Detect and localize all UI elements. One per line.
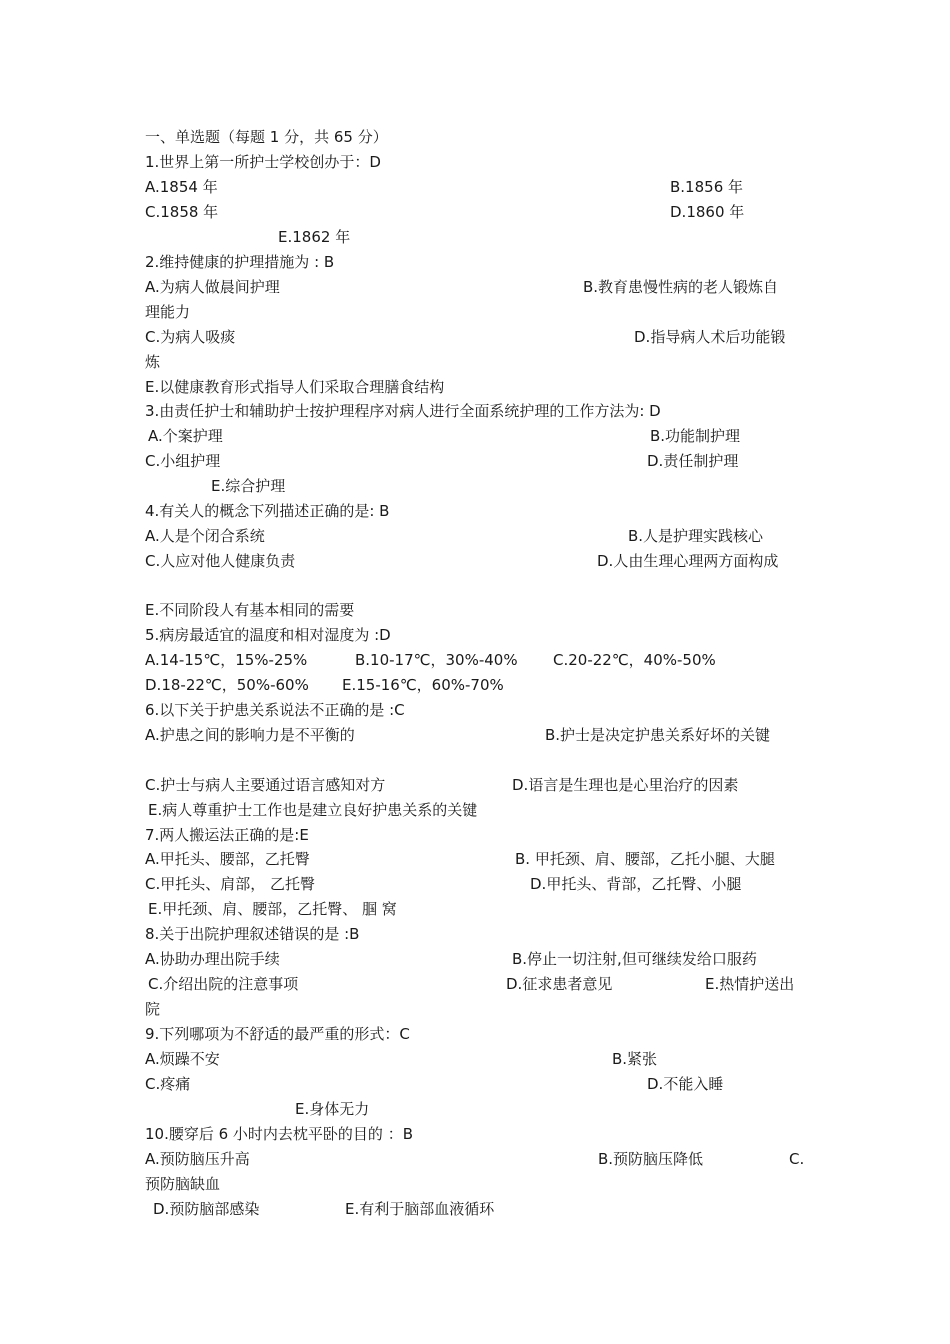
question-10-stem: 10.腰穿后 6 小时内去枕平卧的目的 ：B <box>145 1125 413 1143</box>
question-2-option-b-cont: 理能力 <box>145 303 191 321</box>
section-heading: 一、单选题（每题 1 分，共 65 分） <box>145 128 388 146</box>
question-3-stem: 3.由责任护士和辅助护士按护理程序对病人进行全面系统护理的工作方法为: D <box>145 402 661 420</box>
question-10-option-a: A.预防脑压升高 <box>145 1150 250 1168</box>
question-5-option-e: E.15-16℃，60%-70% <box>342 676 504 694</box>
question-3-option-b: B.功能制护理 <box>650 427 741 445</box>
question-2-option-e: E.以健康教育形式指导人们采取合理膳食结构 <box>145 378 445 396</box>
question-10-option-c: C. <box>789 1150 805 1168</box>
question-9-option-a: A.烦躁不安 <box>145 1050 220 1068</box>
question-9-option-c: C.疼痛 <box>145 1075 191 1093</box>
question-9-option-d: D.不能入睡 <box>647 1075 724 1093</box>
question-4-option-b: B.人是护理实践核心 <box>628 527 764 545</box>
question-7-stem: 7.两人搬运法正确的是:E <box>145 826 309 844</box>
question-8-option-c: C.介绍出院的注意事项 <box>148 975 299 993</box>
question-4-option-e: E.不同阶段人有基本相同的需要 <box>145 601 355 619</box>
question-6-option-b: B.护士是决定护患关系好坏的关键 <box>545 726 771 744</box>
question-9-stem: 9.下列哪项为不舒适的最严重的形式：C <box>145 1025 410 1043</box>
question-5-stem: 5.病房最适宜的温度和相对湿度为 :D <box>145 626 391 644</box>
question-8-option-e-cont: 院 <box>145 1000 161 1018</box>
question-2-option-a: A.为病人做晨间护理 <box>145 278 280 296</box>
question-6-option-a: A.护患之间的影响力是不平衡的 <box>145 726 355 744</box>
question-6-option-c: C.护士与病人主要通过语言感知对方 <box>145 776 386 794</box>
question-2-option-b: B.教育患慢性病的老人锻炼自 <box>583 278 779 296</box>
question-7-option-d: D.甲托头、背部，乙托臀、小腿 <box>530 875 742 893</box>
question-7-option-a: A.甲托头、腰部，乙托臀 <box>145 850 310 868</box>
question-6-stem: 6.以下关于护患关系说法不正确的是 :C <box>145 701 405 719</box>
question-9-option-e: E.身体无力 <box>295 1100 370 1118</box>
question-4-option-c: C.人应对他人健康负责 <box>145 552 296 570</box>
question-3-option-e: E.综合护理 <box>211 477 286 495</box>
question-7-option-c: C.甲托头、肩部， 乙托臀 <box>145 875 316 893</box>
question-2-option-c: C.为病人吸痰 <box>145 328 236 346</box>
question-3-option-d: D.责任制护理 <box>647 452 739 470</box>
question-1-option-c: C.1858 年 <box>145 203 219 221</box>
question-5-option-c: C.20-22℃，40%-50% <box>553 651 716 669</box>
question-3-option-c: C.小组护理 <box>145 452 221 470</box>
question-2-stem: 2.维持健康的护理措施为 : B <box>145 253 335 271</box>
question-9-option-b: B.紧张 <box>612 1050 658 1068</box>
question-4-option-d: D.人由生理心理两方面构成 <box>597 552 779 570</box>
question-2-option-d: D.指导病人术后功能锻 <box>634 328 786 346</box>
question-8-option-e: E.热情护送出 <box>705 975 795 993</box>
question-2-option-d-cont: 炼 <box>145 353 161 371</box>
question-10-option-e: E.有利于脑部血液循环 <box>345 1200 495 1218</box>
question-5-option-d: D.18-22℃，50%-60% <box>145 676 309 694</box>
question-5-option-a: A.14-15℃，15%-25% <box>145 651 308 669</box>
question-8-option-d: D.征求患者意见 <box>506 975 613 993</box>
question-1-option-a: A.1854 年 <box>145 178 218 196</box>
question-4-stem: 4.有关人的概念下列描述正确的是: B <box>145 502 390 520</box>
question-8-stem: 8.关于出院护理叙述错误的是 :B <box>145 925 360 943</box>
question-1-option-e: E.1862 年 <box>278 228 351 246</box>
question-7-option-e: E.甲托颈、肩、腰部，乙托臀、 腘 窝 <box>148 900 397 918</box>
question-8-option-b: B.停止一切注射,但可继续发给口服药 <box>512 950 757 968</box>
question-10-option-b: B.预防脑压降低 <box>598 1150 704 1168</box>
question-10-option-c-cont: 预防脑缺血 <box>145 1175 221 1193</box>
question-10-option-d: D.预防脑部感染 <box>153 1200 260 1218</box>
question-1-stem: 1.世界上第一所护士学校创办于：D <box>145 153 381 171</box>
question-4-option-a: A.人是个闭合系统 <box>145 527 265 545</box>
question-1-option-b: B.1856 年 <box>670 178 744 196</box>
question-3-option-a: A.个案护理 <box>148 427 223 445</box>
question-8-option-a: A.协助办理出院手续 <box>145 950 280 968</box>
question-6-option-d: D.语言是生理也是心里治疗的因素 <box>512 776 739 794</box>
question-1-option-d: D.1860 年 <box>670 203 745 221</box>
question-6-option-e: E.病人尊重护士工作也是建立良好护患关系的关键 <box>148 801 478 819</box>
question-7-option-b: B. 甲托颈、肩、腰部，乙托小腿、大腿 <box>515 850 775 868</box>
question-5-option-b: B.10-17℃，30%-40% <box>355 651 518 669</box>
